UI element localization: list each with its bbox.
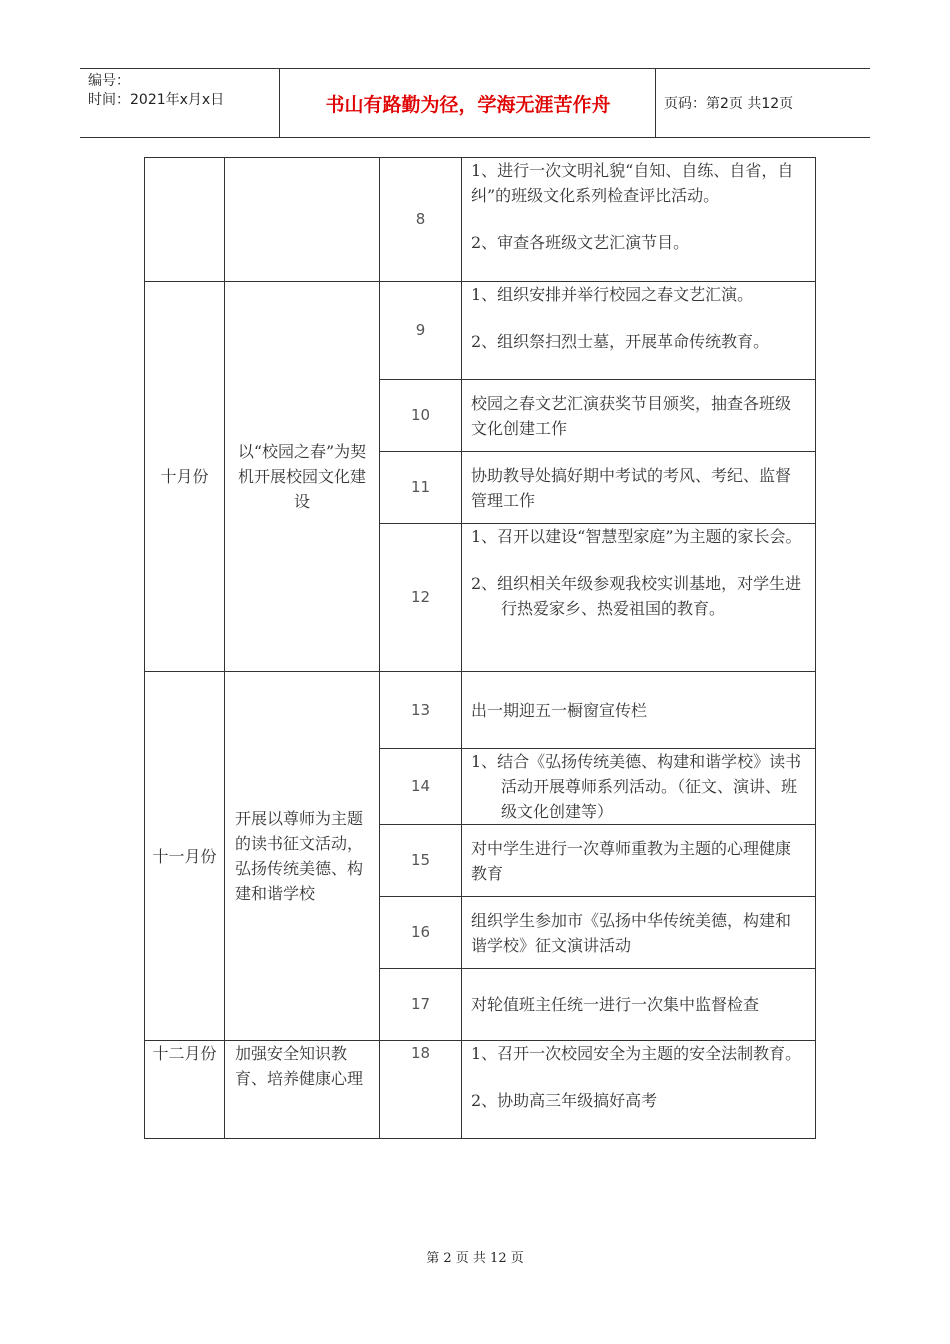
schedule-table — [144, 157, 816, 1139]
content-cell — [462, 380, 816, 452]
week-number: 9 — [380, 282, 462, 380]
content-cell — [462, 897, 816, 969]
table-row — [145, 1041, 816, 1139]
content-cell — [462, 282, 816, 380]
content-item: 校园之春文艺汇演获奖节目颁奖，抽查各班级文化创建工作 — [471, 393, 792, 438]
theme-cell: 开展以尊师为主题的读书征文活动，弘扬传统美德、构建和谐学校 — [225, 672, 380, 1041]
month-cell: 十二月份 — [145, 1041, 225, 1139]
content-cell — [462, 1041, 816, 1139]
content-cell — [462, 158, 816, 282]
content-item: 协助教导处搞好期中考试的考风、考纪、监督管理工作 — [471, 465, 792, 510]
table-row — [145, 282, 816, 380]
content-item: 1、进行一次文明礼貌“自知、自练、自省，自纠”的班级文化系列检查评比活动。 — [471, 161, 794, 205]
content-item: 出一期迎五一橱窗宣传栏 — [471, 700, 648, 720]
content-cell — [462, 749, 816, 825]
week-number: 15 — [380, 825, 462, 897]
content-cell — [462, 452, 816, 524]
content-cell — [462, 524, 816, 672]
document-number-label: 编号： — [88, 73, 130, 89]
theme-cell-empty — [225, 158, 380, 282]
week-number: 16 — [380, 897, 462, 969]
week-number: 13 — [380, 672, 462, 749]
content-item: 1、组织安排并举行校园之春文艺汇演。 — [471, 285, 754, 304]
content-item: 1、召开一次校园安全为主题的安全法制教育。 — [471, 1044, 802, 1063]
week-number: 10 — [380, 380, 462, 452]
header-meta — [80, 69, 280, 137]
week-number: 12 — [380, 524, 462, 672]
content-item: 对中学生进行一次尊师重教为主题的心理健康教育 — [471, 838, 792, 883]
content-item: 2、协助高三年级搞好高考 — [471, 1091, 658, 1110]
content-cell — [462, 969, 816, 1041]
week-number: 14 — [380, 749, 462, 825]
theme-cell: 加强安全知识教育、培养健康心理 — [225, 1041, 380, 1139]
header-page-code: 页码：第2页 共12页 — [664, 96, 794, 112]
content-item: 2、组织祭扫烈士墓，开展革命传统教育。 — [471, 332, 770, 351]
content-item: 1、召开以建设“智慧型家庭”为主题的家长会。 — [471, 527, 802, 546]
week-number: 8 — [380, 158, 462, 282]
week-number: 11 — [380, 452, 462, 524]
content-item: 1、结合《弘扬传统美德、构建和谐学校》读书活动开展尊师系列活动。（征文、演讲、班级文化创建等） — [471, 752, 802, 821]
month-cell: 十一月份 — [145, 672, 225, 1041]
month-cell-empty — [145, 158, 225, 282]
content-item: 对轮值班主任统一进行一次集中监督检查 — [471, 995, 760, 1014]
week-number: 17 — [380, 969, 462, 1041]
page-header — [80, 68, 870, 138]
table-row — [145, 158, 816, 282]
header-motto: 书山有路勤为径，学海无涯苦作舟 — [281, 69, 656, 137]
month-cell: 十月份 — [145, 282, 225, 672]
theme-cell: 以“校园之春”为契机开展校园文化建设 — [225, 282, 380, 672]
content-item: 组织学生参加市《弘扬中华传统美德，构建和谐学校》征文演讲活动 — [471, 910, 792, 955]
week-number: 18 — [380, 1041, 462, 1139]
content-item: 2、审查各班级文艺汇演节目。 — [471, 233, 690, 252]
table-row — [145, 672, 816, 749]
document-time-label: 时间：2021年x月x日 — [88, 92, 225, 108]
content-item: 2、组织相关年级参观我校实训基地，对学生进行热爱家乡、热爱祖国的教育。 — [471, 574, 802, 618]
page-footer: 第 2 页 共 12 页 — [426, 1251, 524, 1266]
content-cell — [462, 825, 816, 897]
content-cell — [462, 672, 816, 749]
